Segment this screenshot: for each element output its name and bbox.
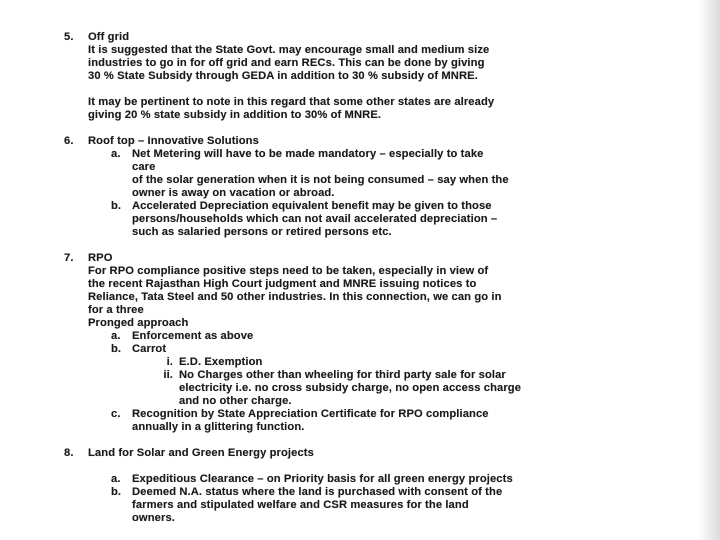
text-line: E.D. Exemption — [179, 356, 263, 368]
text-line: Net Metering will have to be made mandatory – especially to take — [132, 148, 484, 160]
text-line: No Charges other than wheeling for third party sale for solar — [179, 369, 506, 381]
list-item-expeditious-clearance — [111, 473, 654, 486]
text-line: of the solar generation when it is not being consumed – say when the — [132, 174, 509, 186]
list-item-deemed-na-status — [111, 486, 654, 525]
text-line: Accelerated Depreciation equivalent benefit may be given to those — [132, 200, 492, 212]
text-line: Recognition by State Appreciation Certificate for RPO compliance — [132, 408, 489, 420]
list-item-accelerated-depreciation — [111, 200, 654, 239]
paragraph-off-grid-suggestion — [88, 44, 654, 83]
sub-item-label: i. — [166, 356, 173, 368]
page-edge-shadow — [698, 0, 720, 540]
item-label: b. — [111, 200, 122, 212]
item-label: a. — [111, 473, 121, 485]
text-line: It is suggested that the State Govt. may encourage small and medium size — [88, 44, 490, 56]
text-line: It may be pertinent to note in this regard that some other states are already — [88, 96, 495, 108]
section-number: 6. — [64, 135, 74, 147]
section-number: 8. — [64, 447, 74, 459]
text-line: such as salaried persons or retired persons etc. — [132, 226, 392, 238]
text-line: electricity i.e. no cross subsidy charge, no open access charge — [179, 382, 522, 394]
list-item-recognition — [111, 408, 654, 434]
text-line: Enforcement as above — [132, 330, 254, 342]
sub-item-no-charges — [157, 369, 654, 408]
item-label: b. — [111, 486, 122, 498]
text-line: Pronged approach — [88, 317, 189, 329]
text-line: farmers and stipulated welfare and CSR measures for the land — [132, 499, 469, 511]
section-title: Land for Solar and Green Energy projects — [88, 447, 314, 459]
text-line: owners. — [132, 512, 175, 524]
item-label: a. — [111, 330, 121, 342]
text-line: for a three — [88, 304, 144, 316]
text-line: Carrot — [132, 343, 167, 355]
paragraph-rpo-intro — [88, 265, 654, 330]
text-line: Reliance, Tata Steel and 50 other industries. In this connection, we can go in — [88, 291, 502, 303]
list-item-net-metering — [111, 148, 654, 200]
text-line: the recent Rajasthan High Court judgment and MNRE issuing notices to — [88, 278, 477, 290]
section-number: 7. — [64, 252, 74, 264]
section-title: Off grid — [88, 31, 130, 43]
section-7-rpo — [64, 252, 654, 434]
section-title: RPO — [88, 252, 113, 264]
section-6-roof-top — [64, 135, 654, 239]
sub-item-label: ii. — [163, 369, 173, 381]
text-line: industries to go in for off grid and earn RECs. This can be done by giving — [88, 57, 485, 69]
section-number: 5. — [64, 31, 74, 43]
list-item-enforcement — [111, 330, 654, 343]
section-5-off-grid — [64, 31, 654, 122]
text-line: annually in a glittering function. — [132, 421, 305, 433]
sub-item-ed-exemption — [157, 356, 654, 369]
document-page — [64, 31, 654, 525]
list-item-carrot — [111, 343, 654, 356]
text-line: Expeditious Clearance – on Priority basis for all green energy projects — [132, 473, 513, 485]
text-line: For RPO compliance positive steps need to be taken, especially in view of — [88, 265, 489, 277]
paragraph-other-states — [88, 96, 654, 122]
text-line: giving 20 % state subsidy in addition to 30% of MNRE. — [88, 109, 382, 121]
text-line: and no other charge. — [179, 395, 292, 407]
item-label: a. — [111, 148, 121, 160]
text-line: owner is away on vacation or abroad. — [132, 187, 335, 199]
section-8-land — [64, 447, 654, 525]
item-label: b. — [111, 343, 122, 355]
text-line: persons/households which can not avail accelerated depreciation – — [132, 213, 498, 225]
item-label: c. — [111, 408, 121, 420]
text-line: care — [132, 161, 156, 173]
text-line: Deemed N.A. status where the land is purchased with consent of the — [132, 486, 503, 498]
section-title: Roof top – Innovative Solutions — [88, 135, 259, 147]
text-line: 30 % State Subsidy through GEDA in addition to 30 % subsidy of MNRE. — [88, 70, 478, 82]
